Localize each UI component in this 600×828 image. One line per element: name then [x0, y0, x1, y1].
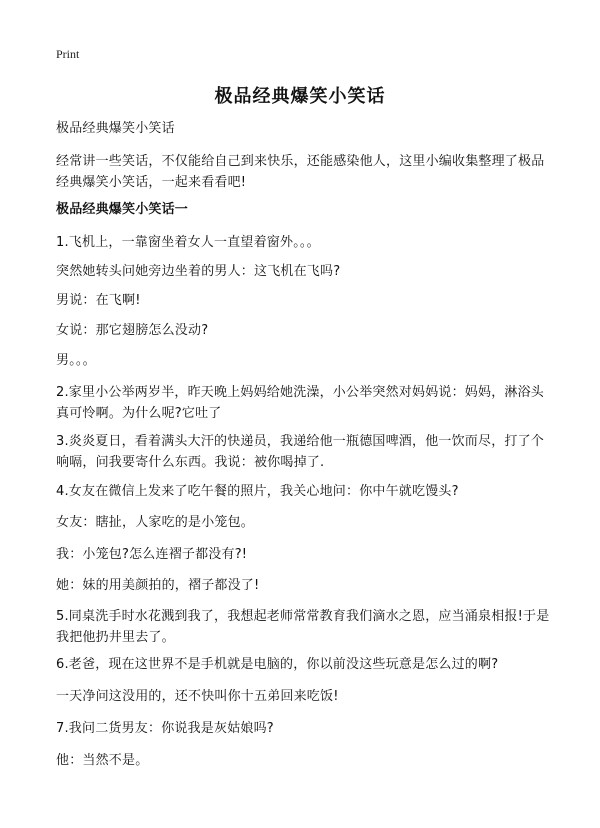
page-title: 极品经典爆笑小笑话 [214, 86, 386, 107]
paragraph: 5.同桌洗手时水花溅到我了，我想起老师常常教育我们滴水之恩，应当涌泉相报!于是我把他扔井里去了。 [56, 609, 550, 645]
paragraph: 1.飞机上，一靠窗坐着女人一直望着窗外。。。 [56, 235, 320, 250]
paragraph: 男。。。 [56, 353, 96, 368]
paragraph: 一天净问这没用的，还不快叫你十五弟回来吃饭! [56, 689, 339, 704]
paragraph: 我：小笼包?怎么连褶子都没有?! [56, 547, 248, 562]
paragraph: 4.女友在微信上发来了吃午餐的照片，我关心地问：你中午就吃馒头? [56, 484, 459, 499]
section-heading: 极品经典爆笑小笑话一 [56, 202, 189, 217]
paragraph: 3.炎炎夏日，看着满头大汗的快递员，我递给他一瓶德国啤酒，他一饮而尽，打了个响嗝，问我要寄什么东西。我说：被你喝掉了. [56, 434, 545, 470]
paragraph: 他：当然不是。 [56, 753, 149, 768]
intro-paragraph: 经常讲一些笑话，不仅能给自己到来快乐，还能感染他人，这里小编收集整理了极品经典爆笑小笑话，一起来看看吧! [56, 154, 545, 190]
print-link[interactable]: Print [56, 47, 80, 61]
paragraph: 2.家里小公举两岁半，昨天晚上妈妈给她洗澡，小公举突然对妈妈说：妈妈，淋浴头真可怜啊。为什么呢?它吐了 [56, 385, 545, 421]
subtitle: 极品经典爆笑小笑话 [56, 121, 175, 136]
paragraph: 7.我问二货男友：你说我是灰姑娘吗? [56, 721, 274, 736]
paragraph: 突然她转头问她旁边坐着的男人：这飞机在飞吗? [56, 264, 341, 279]
paragraph: 她：妹的用美颜拍的，褶子都没了! [56, 578, 260, 593]
paragraph: 6.老爸，现在这世界不是手机就是电脑的，你以前没这些玩意是怎么过的啊? [56, 657, 499, 672]
paragraph: 男说：在飞啊! [56, 293, 141, 308]
paragraph: 女说：那它翅膀怎么没动? [56, 323, 209, 338]
paragraph: 女友：瞎扯，人家吃的是小笼包。 [56, 515, 255, 530]
